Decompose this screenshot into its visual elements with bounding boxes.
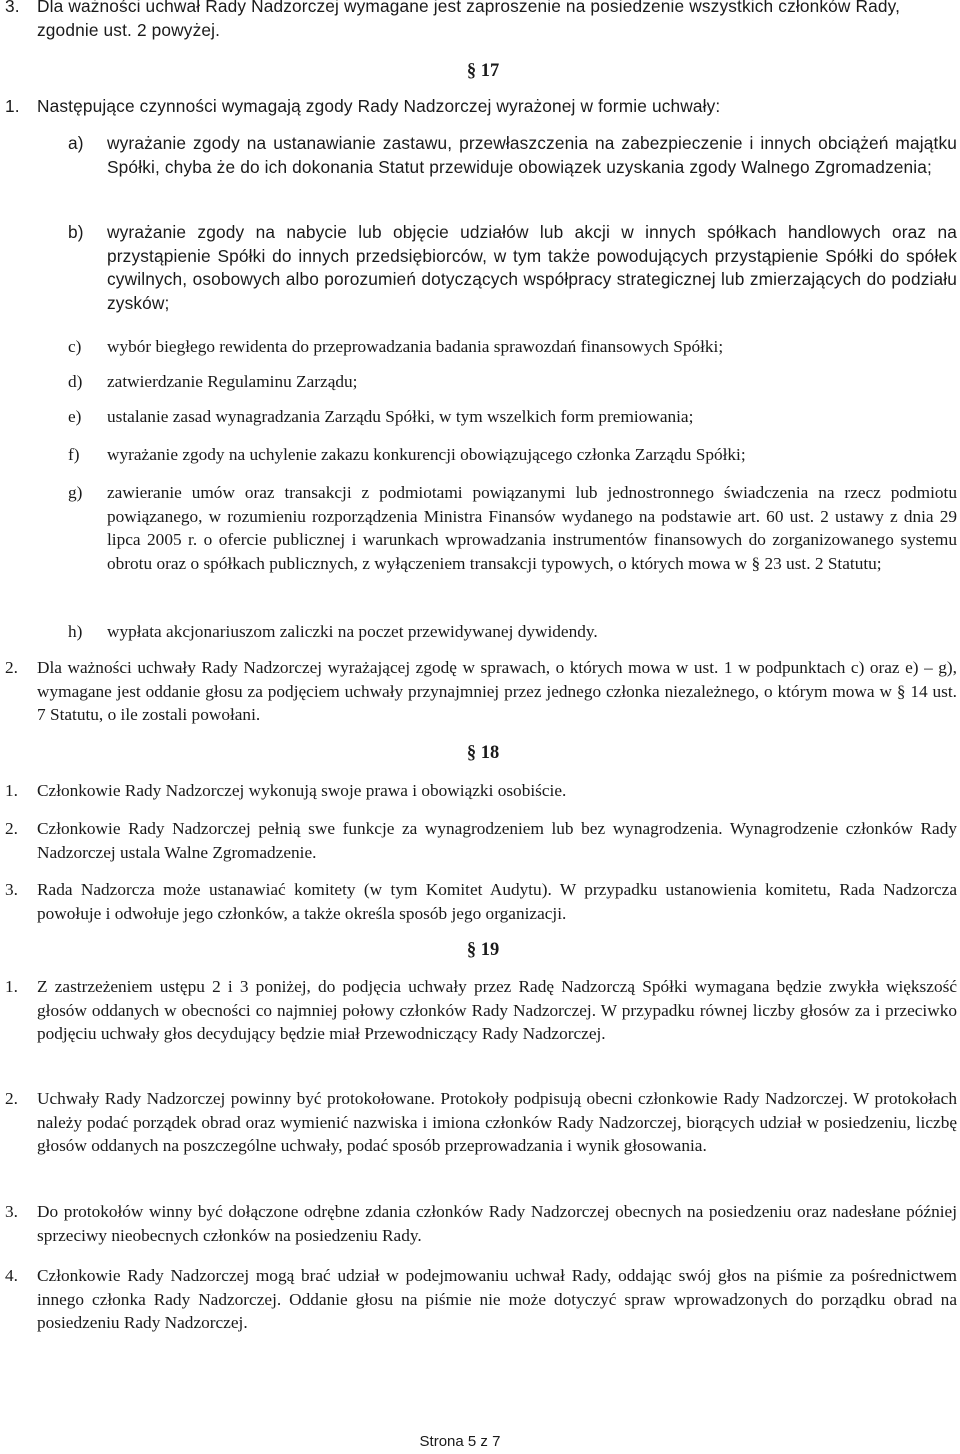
sub-item-text: wybór biegłego rewidenta do przeprowadzania badania sprawozdań finansowych Spółki; bbox=[107, 337, 724, 356]
section-heading: § 19 bbox=[466, 940, 500, 960]
item-text: Do protokołów winny być dołączone odrębne zdania członków Rady Nadzorczej obecnych na posiedzeniu oraz nadesłane później sprzeciwy nieobecnych członków na posiedzeniu Rady. bbox=[37, 1202, 957, 1245]
item-number: 3. bbox=[5, 1202, 18, 1221]
section-heading: § 18 bbox=[466, 743, 500, 763]
sub-item-letter: c) bbox=[68, 337, 82, 356]
item-number: 2. bbox=[5, 1089, 18, 1108]
item-text: Członkowie Rady Nadzorczej wykonują swoje prawa i obowiązki osobiście. bbox=[37, 781, 567, 800]
page-footer: Strona 5 z 7 bbox=[419, 1433, 501, 1450]
sub-item-text: wypłata akcjonariuszom zaliczki na poczet przewidywanej dywidendy. bbox=[107, 622, 598, 641]
item-number: 1. bbox=[5, 977, 18, 996]
item-number: 3. bbox=[5, 880, 18, 899]
item-text: Członkowie Rady Nadzorczej pełnią swe funkcje za wynagrodzeniem lub bez wynagrodzenia. Wynagrodzenie członków Rady Nadzorczej ustala Walne Zgromadzenie. bbox=[37, 819, 957, 862]
sub-item-letter: g) bbox=[68, 483, 83, 502]
sub-item-text: wyrażanie zgody na ustanawianie zastawu, przewłaszczenia na zabezpieczenie i innych obciążeń majątku Spółki, chyba że do ich dokonania Statut przewiduje obowiązek uzyskania zgody Walnego Zgromadzenia; bbox=[107, 133, 957, 177]
item-text: Rada Nadzorcza może ustanawiać komitety (w tym Komitet Audytu). W przypadku ustanowienia komitetu, Rada Nadzorcza powołuje i odwołuje jego członków, a także określa sposób jego organizacji. bbox=[37, 880, 957, 923]
item-text: Następujące czynności wymagają zgody Rady Nadzorczej wyrażonej w formie uchwały: bbox=[37, 96, 721, 116]
item-text: Dla ważności uchwał Rady Nadzorczej wymagane jest zaproszenie na posiedzenie wszystkich członków Rady, zgodnie ust. 2 powyżej. bbox=[37, 0, 901, 40]
item-number: 2. bbox=[5, 658, 18, 677]
sub-item-letter: b) bbox=[68, 222, 84, 242]
item-text: Dla ważności uchwały Rady Nadzorczej wyrażającej zgodę w sprawach, o których mowa w ust. 1 w podpunktach c) oraz e) – g), wymagane jest oddanie głosu za podjęciem uchwały przynajmniej przez jednego członka niezależnego, o którym mowa w § 14 ust. 7 Statutu, o ile zostali powołani. bbox=[37, 658, 957, 724]
sub-item-letter: d) bbox=[68, 372, 83, 391]
sub-item-letter: h) bbox=[68, 622, 83, 641]
sub-item-text: ustalanie zasad wynagradzania Zarządu Spółki, w tym wszelkich form premiowania; bbox=[107, 407, 694, 426]
item-number: 2. bbox=[5, 819, 18, 838]
item-text: Uchwały Rady Nadzorczej powinny być protokołowane. Protokoły podpisują obecni członkowie Rady Nadzorczej. W protokołach należy podać porządek obrad oraz wymienić nazwiska i imiona członków Rady Nadzorczej, biorących udział w posiedzeniu, liczbę głosów oddanych na poszczególne uchwały, podać sposób przeprowadzania i wynik głosowania. bbox=[37, 1089, 957, 1155]
item-number: 4. bbox=[5, 1266, 18, 1285]
sub-item-text: zatwierdzanie Regulaminu Zarządu; bbox=[107, 372, 358, 391]
sub-item-text: zawieranie umów oraz transakcji z podmiotami powiązanymi lub jednostronnego świadczenia na rzecz podmiotu powiązanego, w rozumieniu rozporządzenia Ministra Finansów wydanego na podstawie art. 60 ust. 2 ustawy z dnia 29 lipca 2005 r. o ofercie publicznej i warunkach wprowadzania instrumentów finansowych do zorganizowanego systemu obrotu oraz o spółkach publicznych, z wyłączeniem transakcji typowych, o których mowa w § 23 ust. 2 Statutu; bbox=[107, 483, 957, 573]
sub-item-letter: e) bbox=[68, 407, 82, 426]
sub-item-letter: f) bbox=[68, 445, 80, 464]
item-text: Z zastrzeżeniem ustępu 2 i 3 poniżej, do podjęcia uchwały przez Radę Nadzorczą Spółki wymagana będzie zwykła większość głosów oddanych w obecności co najmniej połowy członków Rady Nadzorczej. W przypadku równej liczby głosów za i przeciwko podjęciu uchwały głos decydujący będzie miał Przewodniczący Rady Nadzorczej. bbox=[37, 977, 957, 1043]
item-number: 1. bbox=[5, 781, 18, 800]
sub-item-text: wyrażanie zgody na nabycie lub objęcie udziałów lub akcji w innych spółkach handlowych oraz na przystąpienie Spółki do innych przedsiębiorców, w tym także powodujących przystąpienie Spółki do spółek cywilnych, osobowych albo porozumień dotyczących współpracy strategicznej lub zmierzających do podziału zysków; bbox=[107, 222, 957, 313]
item-number: 1. bbox=[5, 96, 20, 116]
item-text: Członkowie Rady Nadzorczej mogą brać udział w podejmowaniu uchwał Rady, oddając swój głos na piśmie za pośrednictwem innego członka Rady Nadzorczej. Oddanie głosu na piśmie nie może dotyczyć spraw wprowadzonych do porządku obrad na posiedzeniu Rady Nadzorczej. bbox=[37, 1266, 957, 1332]
sub-item-text: wyrażanie zgody na uchylenie zakazu konkurencji obowiązującego członka Zarządu Spółki; bbox=[107, 445, 746, 464]
sub-item-letter: a) bbox=[68, 133, 84, 153]
section-heading: § 17 bbox=[466, 61, 500, 81]
item-number: 3. bbox=[5, 0, 20, 16]
